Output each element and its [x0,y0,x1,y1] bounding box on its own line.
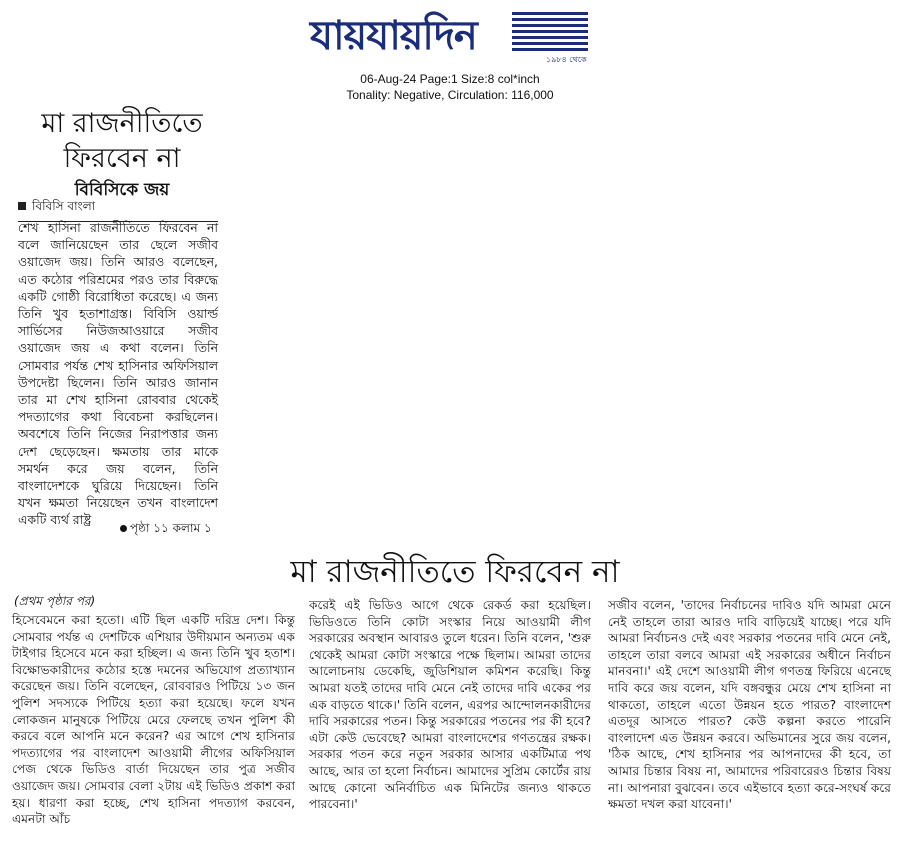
established-tag: ১৯৮৪ থেকে [546,55,587,64]
article2-column-2 [309,597,591,813]
bullet-icon [120,525,127,532]
article2-column-3-text: সজীব বলেন, 'তাদের নির্বাচনের দাবিও যদি আমরা মেনে নেই তাহলে তারা আরও দাবি বাড়িয়েই যাচ্ছে। পরে যদি আমরা নির্বাচনও দেই এবং সরকার পতনের দাবি মেনে নেই, তাহলে তারা বলবে আমরা এই সরকারের অধীনে নির্বাচন মানবনা।' এই দেশে আওয়ামী লীগ গণতন্ত্র ফিরিয়ে এনেছে দাবি করে জয় বলেন, যদি বঙ্গবন্ধুর মেয়ে শেখ হাসিনা না থাকতো, তাহলে এতো উন্নয়ন হতে পারত? বাংলাদেশ এতদূর আসতে পারত? কেউ কল্পনা করতে পারেনি বাংলাদেশ এত উন্নয়ন করবে। অভিমানের সুরে জয় বলেন, 'ঠিক আছে, শেখ হাসিনার পর আপনাদের কী হবে, তা আমার চিন্তার বিষয় না, আমাদের পরিবারেরও চিন্তার বিষয় না। আপনারা বুঝবেন। তবে এইভাবে হত্যা করে-সংঘর্ষ করে ক্ষমতা দখল করা যাবেনা।' [608,598,891,812]
article1-headline-line1: মা রাজনীতিতে [41,108,203,139]
article2-column-2-text: করেই এই ভিডিও আগে থেকে রেকর্ড করা হয়েছিল। ভিডিওতে তিনি কোটা সংস্কার নিয়ে আওয়ামী লীগ সরকারের অবস্থান আবারও তুলে ধরেন। তিনি বলেন, 'শুরু থেকেই আমরা কোটা সংস্কারে পক্ষে ছিলাম। আমরা তাদের আলোচনায় ডেকেছি, জুডিশিয়াল কমিশন করেছি। কিন্তু আমরা যতই তাদের দাবি মেনে নেই তাদের দাবি একের পর এক বাড়তে থাকে।' তিনি বলেন, এরপর আন্দোলনকারীদের দাবি সরকারের পতন। কিন্তু সরকারের পতনের পর কী হবে? এটা কেউ ভেবেছে? আমরা বাংলাদেশের গণতন্ত্রের রক্ষক। সরকার পতন করে নতুন সরকার আসার একটিমাত্র পথ আছে, আর তা হলো নির্বাচন। আমাদের সুপ্রিম কোর্টের রায় আছে কোনো অনির্বাচিত এক মিনিটের জন্যও থাকতে পারবেনা।' [309,598,591,812]
byline-text: বিবিসি বাংলা [32,199,96,213]
article2-column-1-text: হিসেবেমনে করা হতো। এটি ছিল একটি দরিদ্র দেশ। কিন্তু সোমবার পর্যন্ত এ দেশটিকে এশিয়ার উদীয়মান অন্যতম এক টাইগার হিসেবে মনে করা হচ্ছিল। এ জন্য তিনি খুব হতাশ। বিক্ষোভকারীদের কঠোর হস্তে দমনের অভিযোগ প্রত্যাখ্যান করেছেন জয়। তিনি বলেছেন, রোববারও পিটিয়ে ১৩ জন পুলিশ সদস্যকে পিটিয়ে হত্যা করা হয়েছে। ফলে যখন লোকজন মানুষকে পিটিয়ে মেরে ফেলছে তখন পুলিশ কী করবে বলে আপনি মনে করেন? এর আগে শেখ হাসিনার পদত্যাগের পর বাংলাদেশ আওয়ামী লীগের অফিসিয়াল পেজ থেকে ভিডিও বার্তা দিয়েছেন তার পুত্র সজীব ওয়াজেদ জয়। সোমবার বেলা ২টায় এই ভিডিও প্রকাশ করা হয়। ধারণা করা হচ্ছে, শেখ হাসিনা পদত্যাগ করবেন, এমনটা আঁচ [12,613,295,827]
logo-stripes [512,12,588,52]
clipping-meta-tonality: Tonality: Negative, Circulation: 116,000 [346,88,554,102]
article1-body: শেখ হাসিনা রাজনীতিতে ফিরবেন না বলে জানিয়েছেন তার ছেলে সজীব ওয়াজেদ জয়। তিনি আরও বলেছেন, এত কঠোর পরিশ্রমের পরও তার বিরুদ্ধে একটি গোষ্ঠী বিরোধিতা করেছে। এ জন্য তিনি খুব হতাশাগ্রস্ত। বিবিসি ওয়ার্ল্ড সার্ভিসের নিউজআওয়ারে সজীব ওয়াজেদ জয় এ কথা বলেন। তিনি সোমবার পর্যন্ত শেখ হাসিনার অফিসিয়াল উপদেষ্টা ছিলেন। তিনি আরও জানান তার মা শেখ হাসিনা রোববার থেকেই পদত্যাগের কথা বিবেচনা করছিলেন। অবশেষে তিনি নিজের নিরাপত্তার জন্য দেশ ছেড়েছেন। ক্ষমতায় তার মাকে সমর্থন করে জয় বলেন, তিনি বাংলাদেশকে ঘুরিয়ে দিয়েছেন। তিনি যখন ক্ষমতা নিয়েছেন তখন বাংলাদেশ একটি ব্যর্থ রাষ্ট্র [18,220,218,528]
jump-text: পৃষ্ঠা ১১ কলাম ১ [130,521,212,535]
newspaper-masthead [310,6,590,72]
article1-jump-line [120,520,212,540]
article2-continued-label: (প্রথম পৃষ্ঠার পর) [14,594,96,608]
article2-headline: মা রাজনীতিতে ফিরবেন না [290,554,620,590]
article2-column-1 [12,612,295,828]
article1-headline-line2: ফিরবেন না [63,143,181,174]
byline-square-icon [18,202,26,210]
article2-column-3 [608,597,891,813]
clipping-meta-date: 06-Aug-24 Page:1 Size:8 col*inch [360,72,540,86]
newspaper-logo: যায়যায়দিন [310,13,477,59]
article1-subhead: বিবিসিকে জয় [74,180,170,200]
article1-headline [24,106,220,176]
